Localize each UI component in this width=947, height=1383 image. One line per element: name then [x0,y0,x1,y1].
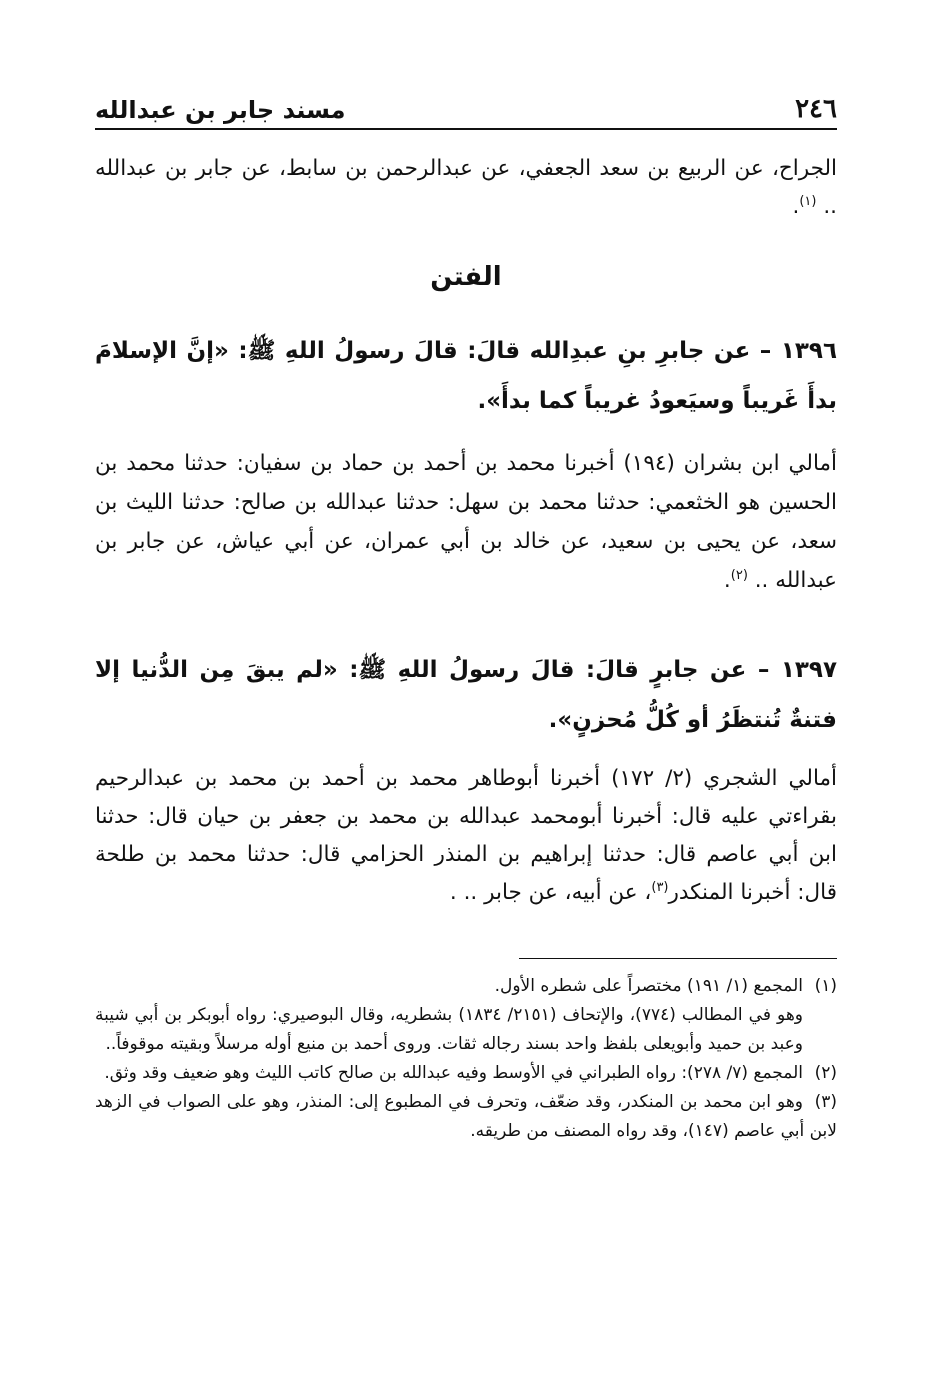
hadith-1397 [95,645,837,745]
footnote-3-number: (٣) [814,1092,837,1112]
page-number: ٢٤٦ [795,94,837,124]
footnotes [95,972,837,1146]
source-1396-end: . [723,568,731,593]
intro-text: الجراح، عن الربيع بن سعد الجعفي، عن عبدالرحمن بن سابط، عن جابر بن عبدالله .. [95,156,837,219]
section-title: الفتن [430,262,502,292]
hadith-1397-text: ١٣٩٧ – عن جابرٍ قالَ: قالَ رسولُ اللهِ ﷺ: «لم يبقَ مِن الدُّنيا إلا فتنةٌ تُنتظَرُ أو كُلُّ مُحزنٍ». [95,657,837,733]
footnote-ref-1[interactable]: (١) [799,193,817,209]
footnote-3-text: وهو ابن محمد بن المنكدر، وقد ضعّف، وتحرف في المطبوع إلى: المنذر، وهو على الصواب في الزهد لابن أبي عاصم (١٤٧)، وقد رواه المصنف من طريقه. [95,1092,837,1141]
footnote-2-text: المجمع (٧/ ٢٧٨): رواه الطبراني في الأوسط وفيه عبدالله بن صالح كاتب الليث وهو ضعيف وقد وثق. [104,1063,803,1083]
footnote-3 [95,1088,837,1146]
footnote-2 [95,1059,837,1088]
intro-end: . [792,194,800,219]
source-1397-text-b: ، عن أبيه، عن جابر .. . [449,880,652,905]
footnote-ref-3[interactable]: (٣) [651,879,669,895]
footnote-1-number: (١) [814,976,837,996]
intro-paragraph [95,150,837,226]
hadith-1396-text: ١٣٩٦ – عن جابرِ بنِ عبدِالله قالَ: قالَ رسولُ اللهِ ﷺ: «إنَّ الإسلامَ بدأَ غَريباً وسيَعودُ غريباً كما بدأَ». [95,338,837,414]
footnote-1-text: المجمع (١/ ١٩١) مختصراً على شطره الأول. [494,976,803,996]
footnote-divider [519,958,837,959]
source-1397-text-a: أمالي الشجري (٢/ ١٧٢) أخبرنا أبوطاهر محمد بن أحمد بن محمد بن عبدالرحيم بقراءتي عليه قال: أخبرنا أبومحمد عبدالله بن محمد بن جعفر بن حيان قال: حدثنا ابن أبي عاصم قال: حدثنا إبراهيم بن المنذر الحزامي قال: حدثنا محمد بن طلحة قال: أخبرنا المنكدر [95,766,838,905]
book-title: مسند جابر بن عبدالله [95,96,346,124]
footnote-1 [95,972,837,1001]
running-header [95,84,837,130]
source-1396-text: أمالي ابن بشران (١٩٤) أخبرنا محمد بن أحمد بن حماد بن سفيان: حدثنا محمد بن الحسين هو الخثعمي: حدثنا محمد بن سهل: حدثنا عبدالله بن صالح: حدثنا الليث بن سعد، عن يحيى بن سعيد، عن خالد بن أبي عمران، عن أبي عياش، عن جابر بن عبدالله .. [95,451,837,593]
source-1397 [95,760,837,912]
footnote-ref-2[interactable]: (٢) [730,567,748,583]
source-1396 [95,444,837,600]
footnote-2-number: (٢) [814,1063,837,1083]
hadith-1396 [95,326,837,426]
footnote-1-continuation: وهو في المطالب (٧٧٤)، والإتحاف (٢١٥١/ ١٨٣٤) بشطريه، وقال البوصيري: رواه أبوبكر بن أبي شيبة وعبد بن حميد وأبويعلى بلفظ واحد بسند رجاله ثقات. وروى أحمد بن منيع أوله مرسلاً وبقيته موقوفاً.. [95,1005,803,1054]
